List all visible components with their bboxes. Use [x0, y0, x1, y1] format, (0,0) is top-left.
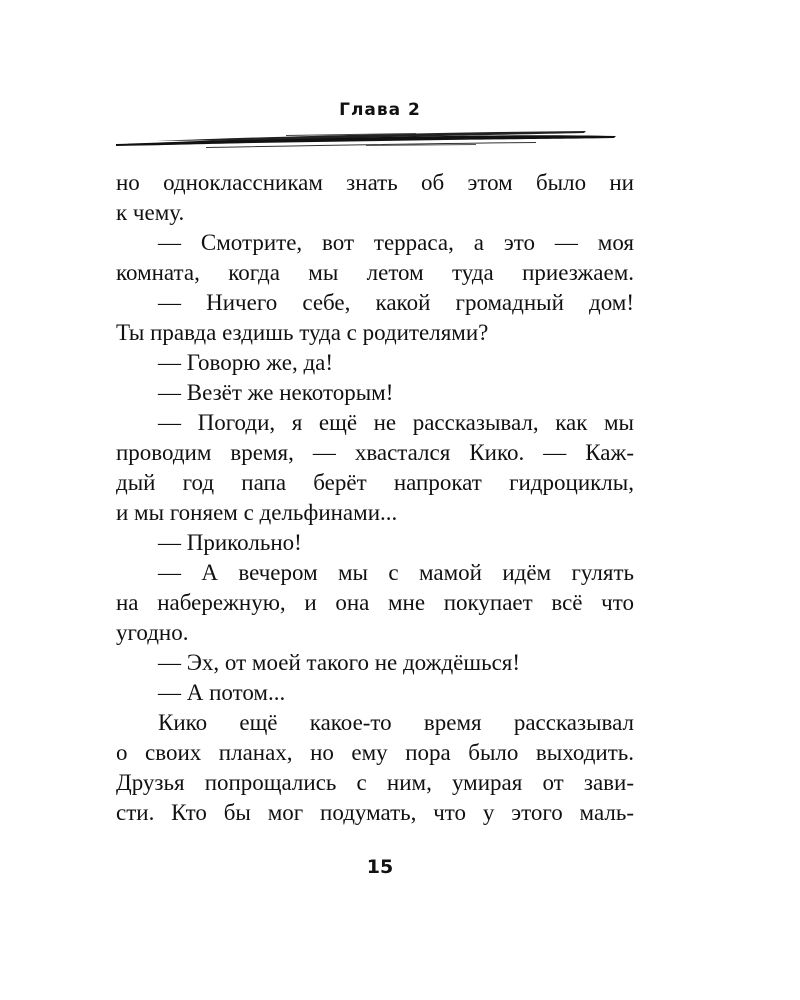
text-line: — Прикольно! [158, 530, 302, 555]
text-line: — А потом... [158, 680, 286, 705]
text-line: к чему. [116, 200, 185, 225]
text-line: на набережную, и она мне покупает всё что [116, 590, 634, 615]
text-line: — Говорю же, да! [158, 350, 334, 375]
text-line: проводим время, — хвастался Кико. — Каж- [116, 440, 634, 465]
page-body-text [116, 168, 634, 828]
brush-stroke-divider [116, 126, 616, 152]
text-line: — Погоди, я ещё не рассказывал, как мы [158, 410, 634, 435]
text-line: дый год папа берёт напрокат гидроциклы, [116, 470, 634, 495]
text-line: сти. Кто бы мог подумать, что у этого маль- [116, 800, 634, 825]
text-line: — Везёт же некоторым! [158, 380, 394, 405]
text-line: Кико ещё какое-то время рассказывал [158, 710, 634, 735]
text-line: и мы гоняем с дельфинами... [116, 500, 398, 525]
text-line: Ты правда ездишь туда с родителями? [116, 320, 489, 345]
chapter-title: Глава 2 [339, 100, 421, 120]
text-line: — Смотрите, вот терраса, а это — моя [158, 230, 634, 255]
text-line: — Эх, от моей такого не дождёшься! [158, 650, 521, 675]
text-line: но одноклассникам знать об этом было ни [116, 170, 634, 195]
text-line: — Ничего себе, какой громадный дом! [158, 290, 634, 315]
text-line: — А вечером мы с мамой идём гулять [158, 560, 634, 585]
text-line: Друзья попрощались с ним, умирая от зави- [116, 770, 634, 795]
text-line: о своих планах, но ему пора было выходить. [116, 740, 634, 765]
text-line: комната, когда мы летом туда приезжаем. [116, 260, 634, 285]
text-line: угодно. [116, 620, 189, 645]
page-number: 15 [366, 856, 394, 878]
